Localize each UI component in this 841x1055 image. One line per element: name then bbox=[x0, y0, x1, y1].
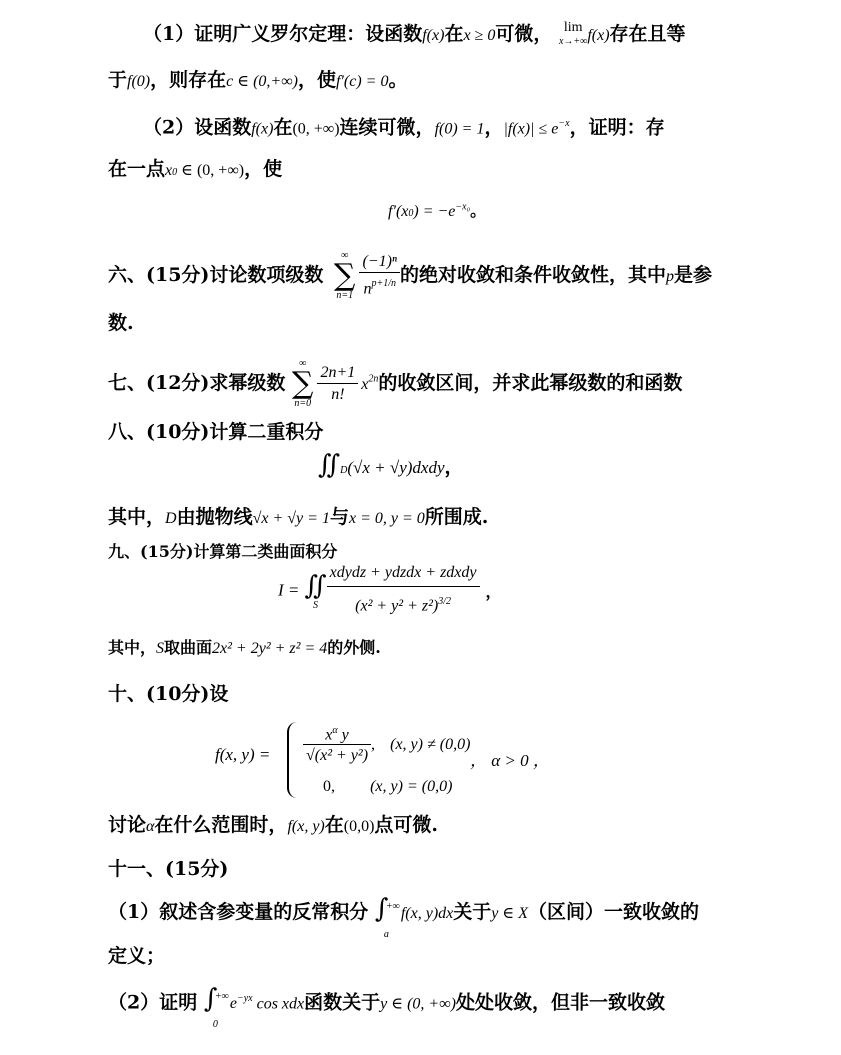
text: 。 bbox=[388, 69, 408, 91]
math-fc: f′(c) = 0 bbox=[335, 73, 389, 90]
math-sub: 0 bbox=[172, 167, 178, 178]
text: 函数关于 bbox=[304, 991, 381, 1014]
fraction-numerator: xdydz + ydzdx + zdxdy bbox=[327, 560, 480, 587]
math-case2: (x, y) = (0,0) bbox=[370, 778, 453, 795]
integral-symbol bbox=[203, 984, 229, 1031]
integrand: cos xdx bbox=[252, 995, 305, 1013]
problem-7-line bbox=[108, 358, 682, 410]
problem-5-1-line2 bbox=[108, 66, 407, 96]
problem-11-2-line bbox=[108, 984, 665, 1031]
text: 十一、(15分) bbox=[108, 858, 229, 880]
math-lhs: f(x, y) = bbox=[215, 745, 271, 764]
text: 的绝对收敛和条件收敛性，其中 bbox=[399, 264, 666, 286]
math-alpha: ， α > 0 ， bbox=[470, 751, 550, 770]
fraction-denominator: (x² + y² + z²) bbox=[355, 597, 439, 615]
text: 处处收敛，但非一致收敛 bbox=[455, 991, 665, 1014]
fraction-denominator: √(x² + y²) bbox=[306, 747, 369, 765]
math-sup: −x bbox=[558, 118, 570, 129]
lim-sub: x→+∞ bbox=[558, 36, 588, 47]
math-x: x bbox=[361, 376, 369, 393]
text: 所围成. bbox=[424, 506, 489, 528]
problem-11-1-line1 bbox=[108, 894, 700, 940]
math-eq: ) = −e bbox=[413, 203, 456, 220]
sum-sign: ∑ bbox=[292, 366, 314, 401]
text: ， bbox=[444, 456, 464, 478]
piecewise-case-2 bbox=[323, 776, 452, 796]
math-sub: 0 bbox=[408, 208, 414, 219]
math-D: D bbox=[165, 510, 177, 527]
text: 其中， bbox=[108, 506, 166, 528]
math-fx: f(x) bbox=[422, 27, 445, 44]
math-point: (0,0) bbox=[343, 818, 375, 835]
problem-8-condition bbox=[108, 503, 488, 533]
fraction-numerator: (−1)ⁿ bbox=[359, 252, 400, 273]
text: 八、(10分)计算二重积分 bbox=[108, 421, 324, 443]
math-f01: f(0) = 1 bbox=[434, 120, 485, 138]
integral-sign: ∫ bbox=[203, 984, 218, 1015]
integral-bottom: 0 bbox=[212, 1019, 218, 1031]
text: 讨论 bbox=[108, 814, 147, 836]
integrand: (√x + √y)dxdy bbox=[347, 458, 445, 477]
text: 六、(15分)讨论数项级数 bbox=[108, 264, 324, 286]
problem-9-integral bbox=[278, 560, 502, 621]
sum-top: ∞ bbox=[341, 250, 349, 261]
math-y: y ∈ X bbox=[491, 905, 528, 922]
text: 点可微. bbox=[374, 814, 439, 836]
text: 定义； bbox=[108, 945, 166, 967]
integrand: f(x, y)dx bbox=[400, 905, 454, 922]
problem-10-alpha bbox=[470, 746, 550, 771]
problem-11-title bbox=[108, 855, 228, 883]
math-zero: 0, bbox=[323, 778, 335, 795]
text: ，证明：存 bbox=[569, 116, 665, 139]
problem-10-lhs bbox=[215, 745, 270, 765]
double-integral-sign: ∬ bbox=[304, 570, 327, 601]
text: 七、(12分)求幂级数 bbox=[108, 372, 286, 394]
math-y: y ∈ (0, +∞) bbox=[380, 995, 456, 1013]
sum-symbol bbox=[292, 358, 313, 410]
math-ineq: |f(x)| ≤ e bbox=[503, 120, 559, 138]
text: （1）证明广义罗尔定理：设函数 bbox=[143, 23, 423, 45]
surface-integral bbox=[304, 571, 326, 611]
text: 九、(15分)计算第二类曲面积分 bbox=[108, 542, 338, 561]
piecewise-case-1 bbox=[303, 722, 470, 767]
text: ，使 bbox=[297, 69, 336, 91]
text: （区间）一致收敛的 bbox=[528, 901, 700, 923]
sum-top: ∞ bbox=[299, 358, 307, 369]
problem-8-integral bbox=[318, 450, 464, 480]
math-eq: f′(x bbox=[388, 203, 409, 220]
math-I: I = bbox=[278, 580, 300, 600]
sum-symbol bbox=[334, 250, 355, 302]
text: （2）证明 bbox=[108, 991, 198, 1014]
text: 由抛物线 bbox=[176, 506, 253, 528]
math-case1: (x, y) ≠ (0,0) bbox=[390, 735, 471, 753]
sum-bottom: n=1 bbox=[336, 290, 354, 301]
math-surface: 2x² + 2y² + z² = 4 bbox=[212, 640, 328, 657]
fraction bbox=[359, 252, 400, 300]
math-sup: −x₀ bbox=[455, 201, 471, 213]
problem-10-title bbox=[108, 680, 228, 708]
problem-5-1-line1 bbox=[143, 20, 686, 50]
text: 在 bbox=[273, 116, 293, 139]
fraction-numerator: 2n+1 bbox=[317, 363, 358, 384]
math-y: y bbox=[337, 726, 349, 744]
math-sup: −yx bbox=[236, 993, 253, 1004]
problem-5-2-line2 bbox=[108, 155, 282, 187]
problem-5-2-line1 bbox=[143, 110, 665, 143]
problem-5-2-equation bbox=[388, 198, 486, 221]
integral-sign: ∫ bbox=[374, 894, 389, 924]
fraction-numerator: x bbox=[325, 726, 333, 744]
lim-text: lim bbox=[563, 20, 583, 35]
fraction bbox=[327, 560, 480, 621]
text: 在什么范围时， bbox=[154, 814, 288, 836]
text: ， bbox=[485, 582, 502, 602]
text: 的外侧. bbox=[327, 638, 381, 657]
math-sup: 2n bbox=[368, 373, 379, 385]
text: 于 bbox=[108, 69, 128, 91]
problem-11-1-line2 bbox=[108, 942, 165, 970]
problem-10-question bbox=[108, 811, 438, 841]
math-alpha: α bbox=[146, 818, 155, 835]
fraction-denominator: n! bbox=[331, 385, 345, 403]
text: 在 bbox=[324, 814, 344, 836]
math-fxy: f(x, y) bbox=[287, 818, 325, 835]
math-c-in: c ∈ (0,+∞) bbox=[226, 73, 298, 90]
text: 是参 bbox=[673, 264, 712, 286]
text: 十、(10分)设 bbox=[108, 683, 229, 705]
text: 在一点 bbox=[108, 158, 166, 180]
text: 。 bbox=[470, 201, 487, 220]
piecewise-brace bbox=[287, 722, 297, 798]
fraction-denominator: n bbox=[363, 280, 372, 298]
fraction bbox=[317, 363, 358, 406]
text: , bbox=[371, 736, 376, 754]
math-f0: f(0) bbox=[127, 73, 151, 90]
text: 其中， bbox=[108, 638, 157, 657]
fraction bbox=[303, 722, 371, 767]
limit-expression bbox=[559, 21, 587, 49]
integral-sub: D bbox=[340, 465, 348, 476]
text: 连续可微， bbox=[339, 116, 435, 139]
math-domain: (0, +∞) bbox=[292, 120, 340, 138]
text: 数. bbox=[108, 312, 134, 334]
math-fx: f(x) bbox=[587, 27, 610, 44]
text: 关于 bbox=[453, 901, 492, 923]
math-condition: x ≥ 0 bbox=[463, 27, 496, 44]
text: ， bbox=[484, 116, 504, 139]
text: 的收敛区间，并求此幂级数的和函数 bbox=[378, 372, 683, 394]
math-sup: α bbox=[332, 725, 338, 736]
math-x0: x bbox=[165, 162, 173, 179]
integral-top: +∞ bbox=[385, 901, 400, 912]
text: ，使 bbox=[244, 158, 283, 180]
double-integral-sign: ∬ bbox=[318, 450, 341, 480]
integral-top: +∞ bbox=[214, 991, 229, 1003]
math-fx: f(x) bbox=[251, 120, 274, 138]
math-sup: 3/2 bbox=[438, 596, 451, 607]
text: 存在且等 bbox=[609, 23, 686, 45]
integral-symbol bbox=[374, 894, 400, 940]
integral-bottom: a bbox=[383, 929, 389, 940]
text: 与 bbox=[329, 506, 349, 528]
text: （1）叙述含参变量的反常积分 bbox=[108, 901, 369, 923]
math-p: p bbox=[665, 268, 674, 285]
text: （2）设函数 bbox=[143, 116, 252, 139]
sum-sign: ∑ bbox=[334, 258, 356, 293]
problem-8-title bbox=[108, 418, 323, 446]
text: ，则存在 bbox=[150, 69, 227, 91]
text: 取曲面 bbox=[164, 638, 213, 657]
problem-6-line2 bbox=[108, 309, 134, 337]
math-in: ∈ (0, +∞) bbox=[177, 162, 245, 179]
math-S: S bbox=[156, 640, 165, 657]
math-e: e bbox=[229, 995, 237, 1013]
math-curve: √x + √y = 1 bbox=[252, 510, 330, 527]
problem-9-condition bbox=[108, 634, 381, 663]
integral-sub: S bbox=[313, 599, 319, 611]
text: 可微， bbox=[495, 23, 553, 45]
math-sup: p+1/n bbox=[371, 277, 396, 289]
sum-bottom: n=0 bbox=[294, 398, 312, 409]
math-lines: x = 0, y = 0 bbox=[348, 510, 425, 527]
problem-6-line1 bbox=[108, 250, 712, 302]
text: 在 bbox=[444, 23, 464, 45]
